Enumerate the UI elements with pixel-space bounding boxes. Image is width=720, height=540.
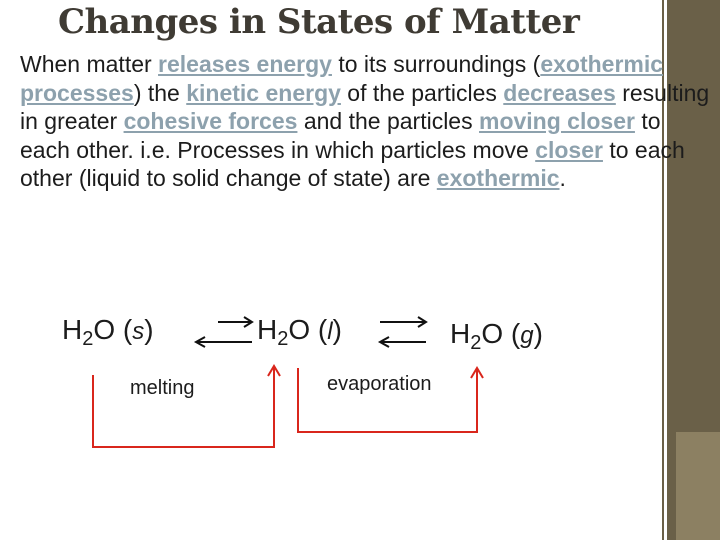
highlighted-term: decreases xyxy=(503,79,616,106)
label-melting: melting xyxy=(130,377,195,399)
highlighted-term: kinetic energy xyxy=(186,79,341,106)
paragraph-text: to its surroundings ( xyxy=(331,51,541,77)
formula-subscript: 2 xyxy=(470,332,482,354)
formula-element: H xyxy=(450,318,471,349)
formula-element: H xyxy=(257,314,278,345)
highlighted-term: closer xyxy=(535,136,603,163)
formula-element: O xyxy=(288,314,311,345)
paragraph-text: . xyxy=(559,165,566,191)
highlighted-term: exothermic xyxy=(436,165,560,191)
paragraph-text: When matter xyxy=(20,51,159,77)
state-symbol: l xyxy=(327,318,333,345)
species-liquid: $H_2O$ (l) xyxy=(257,314,342,350)
highlighted-term: releases energy xyxy=(158,51,332,77)
evaporation-bracket xyxy=(298,368,483,432)
state-symbol: g xyxy=(520,322,534,349)
formula-subscript: 2 xyxy=(277,328,289,350)
state-symbol: s xyxy=(132,318,145,345)
equilibrium-arrow-right xyxy=(380,317,426,347)
paragraph-text: ) the xyxy=(133,79,187,106)
species-solid: $H_2O$ (s) xyxy=(62,314,154,350)
label-evaporation: evaporation xyxy=(327,373,432,395)
formula-subscript: 2 xyxy=(82,328,94,350)
paragraph-text: of the particles xyxy=(340,79,504,106)
species-gas: $H_2O$ (g) xyxy=(450,318,543,354)
formula-element: O xyxy=(481,318,504,349)
highlighted-term: moving closer xyxy=(479,108,635,134)
paragraph-text: to each other (liquid to solid change of state) are xyxy=(20,136,685,191)
equilibrium-arrow-left xyxy=(196,317,252,347)
paragraph-text: resulting in greater xyxy=(20,79,710,134)
page-title: Changes in States of Matter xyxy=(58,2,580,42)
melting-bracket xyxy=(93,366,280,447)
highlighted-term: exothermic processes xyxy=(20,51,664,106)
formula-element: O xyxy=(93,314,116,345)
paragraph-text: and the particles xyxy=(297,108,479,134)
paragraph-text: to each other. i.e. Processes in which particles move xyxy=(20,108,661,163)
highlighted-term: cohesive forces xyxy=(123,108,298,134)
formula-element: H xyxy=(62,314,83,345)
